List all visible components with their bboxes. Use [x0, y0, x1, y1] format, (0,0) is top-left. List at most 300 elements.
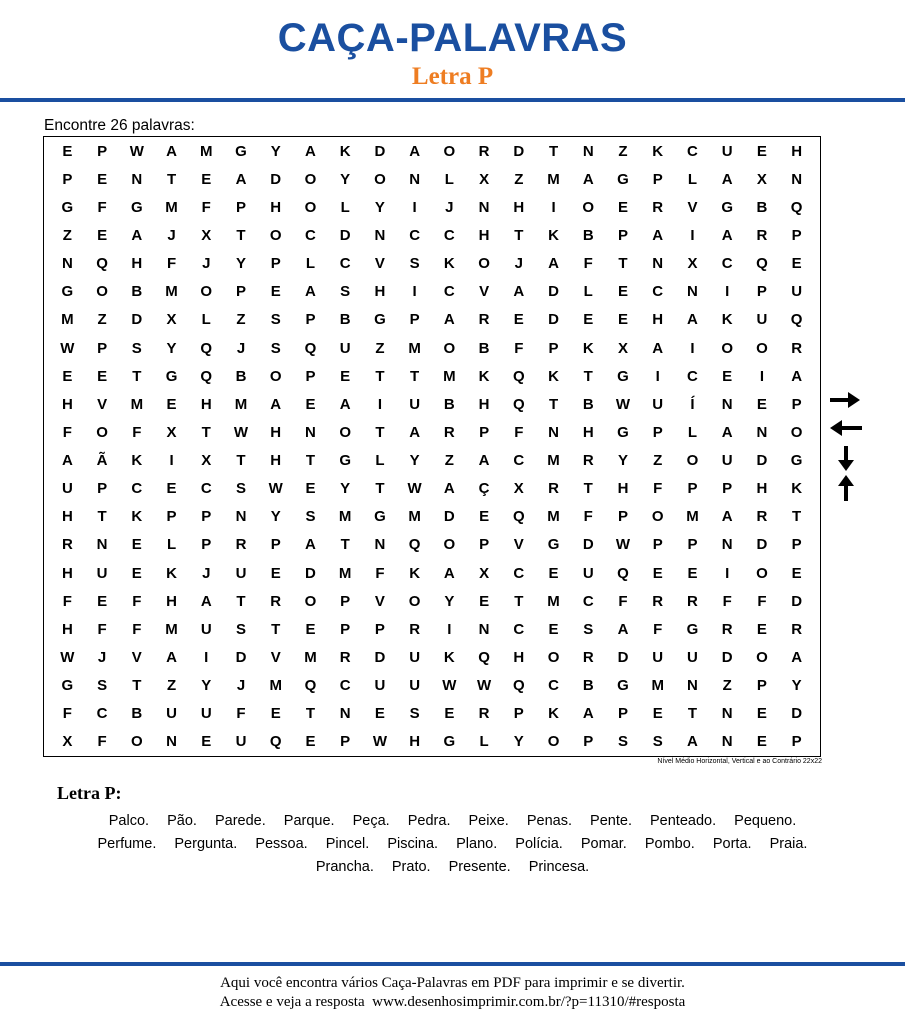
grid-cell: O: [582, 198, 595, 216]
grid-cell: S: [409, 255, 420, 273]
arrow-up-icon: [826, 474, 866, 502]
word-item: Palco.: [108, 813, 150, 829]
grid-cell: A: [305, 283, 316, 301]
grid-cell: P: [409, 311, 420, 329]
word-item: Pente.: [590, 813, 632, 829]
grid-cell: Z: [618, 142, 628, 160]
grid-cell: D: [756, 452, 768, 470]
word-item: Parede.: [214, 813, 266, 829]
grid-cell: Q: [756, 255, 768, 273]
grid-cell: P: [513, 705, 524, 723]
grid-cell: P: [617, 705, 628, 723]
grid-cell: Q: [790, 198, 803, 216]
grid-cell: T: [583, 480, 593, 498]
grid-cell: Q: [408, 536, 421, 554]
grid-cell: F: [166, 255, 177, 273]
word-item: Pomar.: [580, 836, 627, 852]
grid-cell: O: [478, 255, 490, 273]
grid-cell: D: [548, 283, 559, 301]
grid-cell: W: [129, 142, 144, 160]
grid-cell: N: [96, 536, 108, 554]
grid-cell: D: [443, 508, 455, 526]
grid-cell: K: [166, 564, 177, 582]
grid-cell: F: [62, 705, 72, 723]
grid-cell: P: [479, 423, 490, 441]
grid-cell: H: [409, 733, 421, 751]
grid-cell: A: [721, 170, 733, 188]
grid-cell: H: [61, 508, 73, 526]
grid-cell: D: [791, 705, 803, 723]
grid-cell: D: [270, 170, 282, 188]
grid-cell: T: [618, 255, 628, 273]
grid-cell: B: [582, 395, 594, 413]
grid-cell: P: [166, 508, 177, 526]
grid-cell: Ã: [96, 452, 108, 470]
grid-cell: G: [617, 170, 629, 188]
grid-cell: N: [409, 170, 421, 188]
grid-cell: H: [478, 395, 490, 413]
grid-cell: E: [791, 564, 802, 582]
grid-cell: I: [169, 452, 174, 470]
footer: [0, 974, 905, 1012]
grid-cell: T: [687, 705, 698, 723]
grid-cell: K: [548, 705, 559, 723]
grid-cell: P: [617, 508, 628, 526]
grid-cell: F: [201, 198, 211, 216]
grid-cell: N: [374, 226, 386, 244]
grid-cell: O: [686, 452, 699, 470]
grid-cell: Y: [409, 452, 420, 470]
grid-cell: S: [409, 705, 420, 723]
grid-cell: E: [97, 170, 108, 188]
grid-cell: D: [756, 536, 768, 554]
grid-cell: K: [478, 367, 490, 385]
grid-cell: S: [583, 620, 594, 638]
grid-cell: A: [270, 395, 282, 413]
page-title: CAÇA-PALAVRAS: [277, 16, 628, 60]
grid-cell: T: [792, 508, 802, 526]
grid-cell: W: [615, 536, 631, 554]
grid-cell: Ç: [478, 480, 490, 498]
grid-cell: X: [201, 226, 212, 244]
word-item: Peixe.: [468, 813, 509, 829]
grid-cell: A: [200, 592, 212, 610]
grid-cell: J: [236, 339, 246, 357]
word-item: Penas.: [526, 813, 573, 829]
word-item: Pão.: [167, 813, 197, 829]
grid-cell: A: [582, 705, 594, 723]
grid-cell: R: [687, 592, 698, 610]
grid-cell: F: [97, 620, 107, 638]
grid-cell: P: [791, 536, 802, 554]
grid-cell: A: [305, 142, 316, 160]
grid-cell: M: [61, 311, 74, 329]
grid-cell: E: [305, 733, 316, 751]
grid-cell: H: [61, 620, 73, 638]
grid-cell: B: [478, 339, 490, 357]
grid-cell: G: [790, 452, 803, 470]
grid-cell: T: [271, 620, 281, 638]
grid-cell: R: [652, 198, 664, 216]
grid-cell: G: [721, 198, 733, 216]
grid-cell: S: [617, 733, 628, 751]
grid-cell: J: [202, 255, 211, 273]
grid-cell: T: [132, 677, 142, 695]
grid-cell: L: [687, 170, 698, 188]
grid-cell: P: [583, 733, 594, 751]
grid-cell: S: [340, 283, 351, 301]
grid-cell: A: [339, 395, 351, 413]
word-item: Prancha.: [315, 859, 374, 875]
grid-cell: W: [407, 480, 422, 498]
grid-cell: E: [62, 367, 73, 385]
grid-cell: O: [96, 423, 108, 441]
grid-cell: E: [756, 395, 767, 413]
grid-cell: G: [374, 311, 386, 329]
grid-cell: Í: [690, 395, 695, 413]
grid-cell: X: [201, 452, 212, 470]
grid-cell: I: [551, 198, 556, 216]
grid-cell: B: [235, 367, 247, 385]
grid-cell: P: [479, 536, 490, 554]
grid-cell: Q: [200, 339, 213, 357]
word-item: Presente.: [448, 859, 511, 875]
grid-cell: I: [759, 367, 764, 385]
grid-cell: R: [61, 536, 73, 554]
grid-cell: N: [721, 733, 733, 751]
grid-cell: Y: [444, 592, 455, 610]
grid-cell: T: [132, 367, 142, 385]
footer-line-2: Acesse e veja a resposta www.desenhosimprimir.com.br/?p=11310/#resposta: [219, 994, 686, 1010]
grid-cell: T: [375, 367, 385, 385]
grid-cell: P: [652, 536, 663, 554]
grid-cell: A: [513, 283, 525, 301]
grid-cell: N: [721, 536, 733, 554]
grid-cell: P: [617, 226, 628, 244]
page-subtitle: Letra P: [411, 63, 494, 90]
grid-cell: E: [652, 564, 663, 582]
grid-cell: K: [443, 255, 455, 273]
word-item: Prato.: [391, 859, 431, 875]
grid-cell: K: [548, 226, 559, 244]
grid-cell: Y: [166, 339, 177, 357]
grid-cell: A: [721, 508, 733, 526]
grid-cell: Q: [269, 733, 282, 751]
grid-cell: U: [721, 452, 733, 470]
grid-cell: B: [443, 395, 455, 413]
grid-cell: F: [132, 423, 142, 441]
grid-cell: C: [339, 677, 351, 695]
grid-cell: V: [374, 592, 385, 610]
grid-cell: E: [97, 367, 108, 385]
grid-cell: K: [131, 452, 143, 470]
grid-cell: N: [756, 423, 768, 441]
grid-cell: Y: [617, 452, 628, 470]
grid-cell: E: [201, 170, 212, 188]
grid-cell: O: [304, 592, 317, 610]
grid-cell: A: [409, 142, 421, 160]
grid-cell: V: [687, 198, 698, 216]
grid-cell: I: [655, 367, 660, 385]
grid-cell: C: [96, 705, 108, 723]
instruction-text: Encontre 26 palavras:: [44, 117, 195, 134]
grid-cell: A: [443, 564, 455, 582]
grid-cell: P: [722, 480, 733, 498]
grid-cell: L: [687, 423, 698, 441]
grid-cell: X: [62, 733, 73, 751]
grid-cell: E: [131, 536, 142, 554]
grid-cell: R: [409, 620, 421, 638]
grid-cell: E: [652, 705, 663, 723]
grid-cell: B: [756, 198, 768, 216]
word-item: Princesa.: [528, 859, 590, 875]
grid-cell: M: [547, 508, 560, 526]
grid-cell: N: [548, 423, 559, 441]
grid-cell: N: [478, 198, 490, 216]
grid-cell: G: [165, 367, 178, 385]
grid-cell: D: [374, 649, 386, 667]
grid-cell: V: [479, 283, 490, 301]
grid-cell: Y: [340, 480, 351, 498]
grid-cell: P: [97, 480, 108, 498]
grid-cell: U: [200, 705, 212, 723]
grid-cell: U: [235, 733, 247, 751]
grid-cell: Z: [514, 170, 524, 188]
grid-cell: M: [651, 677, 664, 695]
grid-cell: G: [339, 452, 351, 470]
grid-cell: D: [305, 564, 316, 582]
grid-cell: J: [236, 677, 246, 695]
grid-cell: U: [409, 677, 421, 695]
grid-cell: K: [339, 142, 351, 160]
grid-cell: T: [201, 423, 211, 441]
grid-cell: U: [200, 620, 212, 638]
grid-cell: O: [547, 649, 560, 667]
grid-cell: Z: [62, 226, 72, 244]
grid-cell: H: [756, 480, 768, 498]
grid-cell: P: [756, 283, 767, 301]
grid-cell: D: [374, 142, 386, 160]
grid-cell: G: [374, 508, 386, 526]
grid-cell: K: [721, 311, 733, 329]
grid-cell: U: [756, 311, 768, 329]
grid-cell: S: [652, 733, 663, 751]
grid-cell: C: [513, 452, 525, 470]
grid-cell: C: [339, 255, 351, 273]
grid-cell: W: [60, 339, 75, 357]
grid-cell: N: [374, 536, 386, 554]
grid-cell: T: [340, 536, 350, 554]
grid-cell: A: [305, 536, 316, 554]
wordlist-title: Letra P:: [57, 783, 122, 803]
grid-cell: M: [338, 564, 352, 582]
grid-cell: P: [652, 170, 663, 188]
grid-cell: O: [756, 339, 768, 357]
grid-cell: H: [582, 423, 594, 441]
grid-cell: G: [617, 677, 629, 695]
grid-cell: E: [756, 142, 767, 160]
grid-cell: T: [97, 508, 107, 526]
grid-cell: H: [61, 395, 73, 413]
grid-cell: H: [200, 395, 212, 413]
grid-cell: K: [791, 480, 803, 498]
grid-cell: O: [200, 283, 213, 301]
grid-cell: F: [375, 564, 385, 582]
grid-cell: A: [791, 367, 803, 385]
grid-cell: W: [442, 677, 457, 695]
grid-cell: L: [583, 283, 593, 301]
grid-cell: E: [340, 367, 351, 385]
word-item: Pincel.: [325, 836, 370, 852]
grid-cell: U: [409, 395, 421, 413]
grid-cell: O: [721, 339, 733, 357]
grid-cell: D: [339, 226, 351, 244]
grid-cell: O: [269, 226, 282, 244]
grid-cell: E: [791, 255, 802, 273]
grid-cell: X: [513, 480, 524, 498]
grid-cell: J: [167, 226, 176, 244]
word-search-grid: [43, 136, 821, 757]
grid-cell: P: [756, 677, 767, 695]
grid-cell: P: [340, 733, 351, 751]
grid-cell: Z: [653, 452, 663, 470]
grid-cell: V: [374, 255, 385, 273]
grid-cell: P: [652, 423, 663, 441]
grid-cell: P: [201, 536, 212, 554]
grid-cell: T: [375, 423, 385, 441]
grid-cell: Q: [478, 649, 490, 667]
grid-cell: G: [61, 198, 74, 216]
grid-cell: E: [270, 705, 281, 723]
grid-cell: F: [653, 480, 663, 498]
word-item: Pombo.: [644, 836, 695, 852]
footer-line-1: Aqui você encontra vários Caça-Palavras em PDF para imprimir e se divertir.: [220, 975, 685, 991]
grid-cell: T: [236, 226, 246, 244]
grid-cell: Q: [512, 677, 525, 695]
grid-cell: N: [305, 423, 316, 441]
grid-cell: A: [652, 339, 664, 357]
grid-cell: R: [721, 620, 733, 638]
grid-cell: S: [97, 677, 108, 695]
grid-cell: K: [582, 339, 594, 357]
grid-cell: G: [443, 733, 456, 751]
grid-cell: A: [61, 452, 73, 470]
grid-cell: O: [756, 649, 768, 667]
grid-cell: U: [652, 649, 664, 667]
grid-cell: Z: [166, 677, 177, 695]
grid-cell: F: [653, 620, 663, 638]
grid-cell: E: [270, 283, 281, 301]
grid-cell: N: [131, 170, 143, 188]
grid-cell: K: [652, 142, 664, 160]
grid-cell: O: [443, 536, 456, 554]
grid-cell: E: [305, 620, 316, 638]
grid-cell: F: [97, 733, 107, 751]
grid-cell: N: [166, 733, 177, 751]
grid-cell: T: [548, 142, 559, 160]
grid-cell: S: [270, 311, 281, 329]
grid-cell: L: [305, 255, 316, 273]
grid-cell: C: [409, 226, 421, 244]
grid-cell: D: [235, 649, 247, 667]
word-item: Parque.: [283, 813, 335, 829]
grid-cell: X: [166, 311, 177, 329]
grid-cell: X: [479, 170, 490, 188]
grid-cell: C: [305, 226, 316, 244]
grid-cell: X: [756, 170, 767, 188]
grid-cell: M: [269, 677, 282, 695]
grid-cell: U: [652, 395, 664, 413]
grid-cell: O: [130, 733, 143, 751]
grid-cell: F: [514, 339, 524, 357]
grid-cell: G: [130, 198, 143, 216]
grid-cell: B: [131, 705, 143, 723]
grid-cell: Y: [201, 677, 212, 695]
grid-cell: E: [756, 705, 767, 723]
grid-cell: E: [479, 508, 490, 526]
grid-cell: U: [166, 705, 177, 723]
grid-cell: G: [547, 536, 560, 554]
grid-cell: B: [582, 677, 594, 695]
grid-cell: E: [548, 620, 559, 638]
word-item: Pergunta.: [174, 836, 238, 852]
grid-cell: D: [791, 592, 803, 610]
grid-cell: G: [61, 283, 74, 301]
grid-cell: Q: [512, 508, 525, 526]
grid-cell: M: [338, 508, 352, 526]
grid-cell: E: [687, 564, 698, 582]
word-item: Pedra.: [407, 813, 451, 829]
grid-cell: R: [652, 592, 664, 610]
grid-cell: O: [651, 508, 664, 526]
grid-cell: M: [130, 395, 144, 413]
grid-cell: E: [756, 733, 767, 751]
grid-cell: E: [270, 564, 281, 582]
grid-cell: W: [268, 480, 283, 498]
grid-cell: I: [447, 620, 452, 638]
grid-cell: T: [305, 705, 316, 723]
grid-cell: C: [652, 283, 664, 301]
grid-cell: H: [270, 423, 282, 441]
grid-cell: H: [131, 255, 143, 273]
grid-cell: O: [756, 564, 768, 582]
grid-cell: E: [97, 592, 108, 610]
grid-cell: F: [514, 423, 524, 441]
grid-cell: O: [304, 170, 317, 188]
grid-cell: E: [617, 283, 628, 301]
grid-cell: Q: [790, 311, 803, 329]
grid-cell: A: [235, 170, 247, 188]
grid-cell: C: [200, 480, 212, 498]
grid-cell: I: [377, 395, 382, 413]
grid-cell: Q: [96, 255, 108, 273]
grid-cell: B: [131, 283, 143, 301]
grid-cell: H: [166, 592, 177, 610]
word-item: Pequeno.: [734, 813, 797, 829]
grid-cell: C: [513, 620, 525, 638]
grid-cell: M: [686, 508, 699, 526]
grid-cell: O: [443, 142, 456, 160]
grid-cell: P: [270, 255, 281, 273]
grid-cell: E: [374, 705, 385, 723]
grid-cell: E: [305, 480, 316, 498]
grid-cell: T: [375, 480, 385, 498]
grid-cell: T: [236, 452, 246, 470]
grid-cell: P: [791, 395, 802, 413]
grid-cell: Y: [374, 198, 385, 216]
grid-cell: F: [62, 592, 72, 610]
grid-cell: P: [97, 339, 108, 357]
